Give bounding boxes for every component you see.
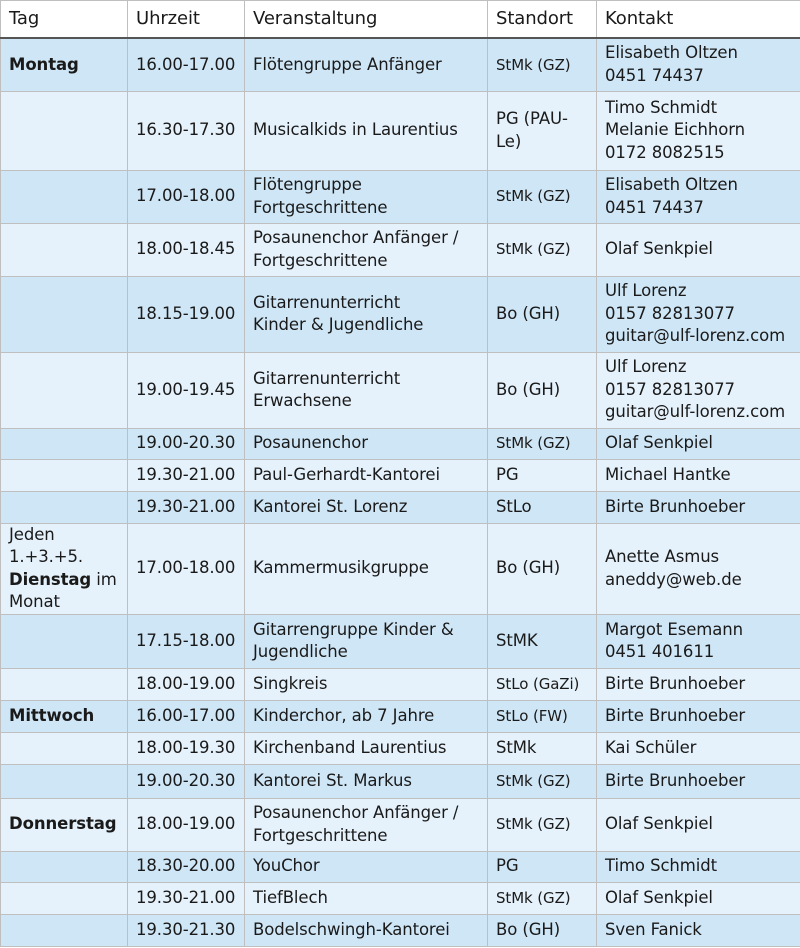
location-cell: StLo (GaZi): [488, 668, 597, 700]
table-row: [1, 732, 800, 764]
day-cell: [1, 276, 128, 352]
time-cell: 19.30-21.00: [128, 459, 245, 491]
event-cell: Kinderchor, ab 7 Jahre: [245, 700, 488, 732]
location-cell: Bo (GH): [488, 352, 597, 428]
event-cell: Kirchenband Laurentius: [245, 732, 488, 764]
location-cell: StMk (GZ): [488, 798, 597, 851]
day-cell: [1, 491, 128, 523]
location-cell: PG: [488, 459, 597, 491]
table-row: [1, 882, 800, 914]
time-cell: 19.00-20.30: [128, 764, 245, 798]
header-tag: Tag: [1, 1, 128, 39]
day-cell: Mittwoch: [1, 700, 128, 732]
event-cell: Kammermusikgruppe: [245, 523, 488, 614]
contact-cell: Olaf Senkpiel: [597, 798, 800, 851]
time-cell: 17.00-18.00: [128, 170, 245, 223]
table-row: [1, 700, 800, 732]
location-cell: StMk (GZ): [488, 223, 597, 276]
contact-cell: Olaf Senkpiel: [597, 428, 800, 459]
event-cell: Bodelschwingh-Kantorei: [245, 914, 488, 946]
location-cell: StMk (GZ): [488, 764, 597, 798]
header-kontakt: Kontakt: [597, 1, 800, 39]
time-cell: 16.30-17.30: [128, 91, 245, 170]
day-cell: [1, 732, 128, 764]
event-cell: Musicalkids in Laurentius: [245, 91, 488, 170]
contact-cell: Michael Hantke: [597, 459, 800, 491]
event-cell: Flötengruppe Anfänger: [245, 38, 488, 91]
day-cell: [1, 668, 128, 700]
day-cell: [1, 614, 128, 668]
table-row: [1, 523, 800, 614]
table-row: [1, 851, 800, 882]
header-veranstaltung: Veranstaltung: [245, 1, 488, 39]
location-cell: Bo (GH): [488, 914, 597, 946]
day-cell: [1, 91, 128, 170]
location-cell: StMk (GZ): [488, 428, 597, 459]
table-row: [1, 223, 800, 276]
day-cell: [1, 428, 128, 459]
contact-cell: Sven Fanick: [597, 914, 800, 946]
table-row: [1, 276, 800, 352]
table-row: [1, 38, 800, 91]
contact-cell: Ulf Lorenz 0157 82813077 guitar@ulf-lorenz.com: [597, 352, 800, 428]
table-row: [1, 764, 800, 798]
contact-cell: Anette Asmus aneddy@web.de: [597, 523, 800, 614]
location-cell: StMk: [488, 732, 597, 764]
contact-cell: Margot Esemann 0451 401611: [597, 614, 800, 668]
time-cell: 19.00-19.45: [128, 352, 245, 428]
contact-cell: Elisabeth Oltzen 0451 74437: [597, 170, 800, 223]
contact-cell: Kai Schüler: [597, 732, 800, 764]
day-cell: [1, 223, 128, 276]
table-row: [1, 914, 800, 946]
day-cell: [1, 764, 128, 798]
event-cell: TiefBlech: [245, 882, 488, 914]
contact-cell: Olaf Senkpiel: [597, 882, 800, 914]
table-row: [1, 428, 800, 459]
event-cell: Flötengruppe Fortgeschrittene: [245, 170, 488, 223]
time-cell: 16.00-17.00: [128, 700, 245, 732]
event-cell: Posaunenchor Anfänger / Fortgeschrittene: [245, 798, 488, 851]
time-cell: 19.30-21.30: [128, 914, 245, 946]
contact-cell: Olaf Senkpiel: [597, 223, 800, 276]
contact-cell: Birte Brunhoeber: [597, 764, 800, 798]
day-cell: [1, 851, 128, 882]
location-cell: StMK: [488, 614, 597, 668]
day-prefix: Jeden 1.+3.+5.: [9, 524, 84, 566]
time-cell: 18.00-18.45: [128, 223, 245, 276]
contact-cell: Ulf Lorenz 0157 82813077 guitar@ulf-lorenz.com: [597, 276, 800, 352]
location-cell: StMk (GZ): [488, 38, 597, 91]
time-cell: 18.30-20.00: [128, 851, 245, 882]
location-cell: StMk (GZ): [488, 170, 597, 223]
day-cell: [1, 459, 128, 491]
contact-cell: Birte Brunhoeber: [597, 700, 800, 732]
time-cell: 18.00-19.00: [128, 668, 245, 700]
table-row: [1, 170, 800, 223]
time-cell: 18.15-19.00: [128, 276, 245, 352]
day-cell: Donnerstag: [1, 798, 128, 851]
day-cell: [1, 523, 128, 614]
location-cell: StLo (FW): [488, 700, 597, 732]
event-cell: Kantorei St. Lorenz: [245, 491, 488, 523]
event-cell: Gitarrenunterricht Kinder & Jugendliche: [245, 276, 488, 352]
table-row: [1, 798, 800, 851]
table-row: [1, 91, 800, 170]
header-uhrzeit: Uhrzeit: [128, 1, 245, 39]
event-cell: Gitarrenunterricht Erwachsene: [245, 352, 488, 428]
time-cell: 19.30-21.00: [128, 491, 245, 523]
time-cell: 17.15-18.00: [128, 614, 245, 668]
time-cell: 19.00-20.30: [128, 428, 245, 459]
event-cell: Kantorei St. Markus: [245, 764, 488, 798]
contact-cell: Timo Schmidt: [597, 851, 800, 882]
location-cell: PG (PAU- Le): [488, 91, 597, 170]
table-row: [1, 614, 800, 668]
time-cell: 18.00-19.30: [128, 732, 245, 764]
contact-cell: Birte Brunhoeber: [597, 491, 800, 523]
location-cell: Bo (GH): [488, 276, 597, 352]
location-cell: StLo: [488, 491, 597, 523]
day-cell: Montag: [1, 38, 128, 91]
event-cell: Posaunenchor Anfänger / Fortgeschrittene: [245, 223, 488, 276]
table-row: [1, 459, 800, 491]
event-cell: Paul-Gerhardt-Kantorei: [245, 459, 488, 491]
table-row: [1, 352, 800, 428]
header-row: [1, 1, 800, 39]
contact-cell: Elisabeth Oltzen 0451 74437: [597, 38, 800, 91]
day-cell: [1, 170, 128, 223]
contact-cell: Birte Brunhoeber: [597, 668, 800, 700]
day-cell: [1, 352, 128, 428]
event-cell: Gitarrengruppe Kinder & Jugendliche: [245, 614, 488, 668]
location-cell: Bo (GH): [488, 523, 597, 614]
time-cell: 17.00-18.00: [128, 523, 245, 614]
day-suffix: im Monat: [9, 569, 117, 611]
contact-cell: Timo Schmidt Melanie Eichhorn 0172 8082515: [597, 91, 800, 170]
time-cell: 19.30-21.00: [128, 882, 245, 914]
event-cell: Singkreis: [245, 668, 488, 700]
location-cell: PG: [488, 851, 597, 882]
event-cell: YouChor: [245, 851, 488, 882]
day-cell: [1, 914, 128, 946]
table-row: [1, 668, 800, 700]
day-cell: [1, 882, 128, 914]
time-cell: 18.00-19.00: [128, 798, 245, 851]
table-row: [1, 491, 800, 523]
location-cell: StMk (GZ): [488, 882, 597, 914]
event-cell: Posaunenchor: [245, 428, 488, 459]
time-cell: 16.00-17.00: [128, 38, 245, 91]
day-name: Dienstag: [9, 569, 92, 589]
header-standort: Standort: [488, 1, 597, 39]
